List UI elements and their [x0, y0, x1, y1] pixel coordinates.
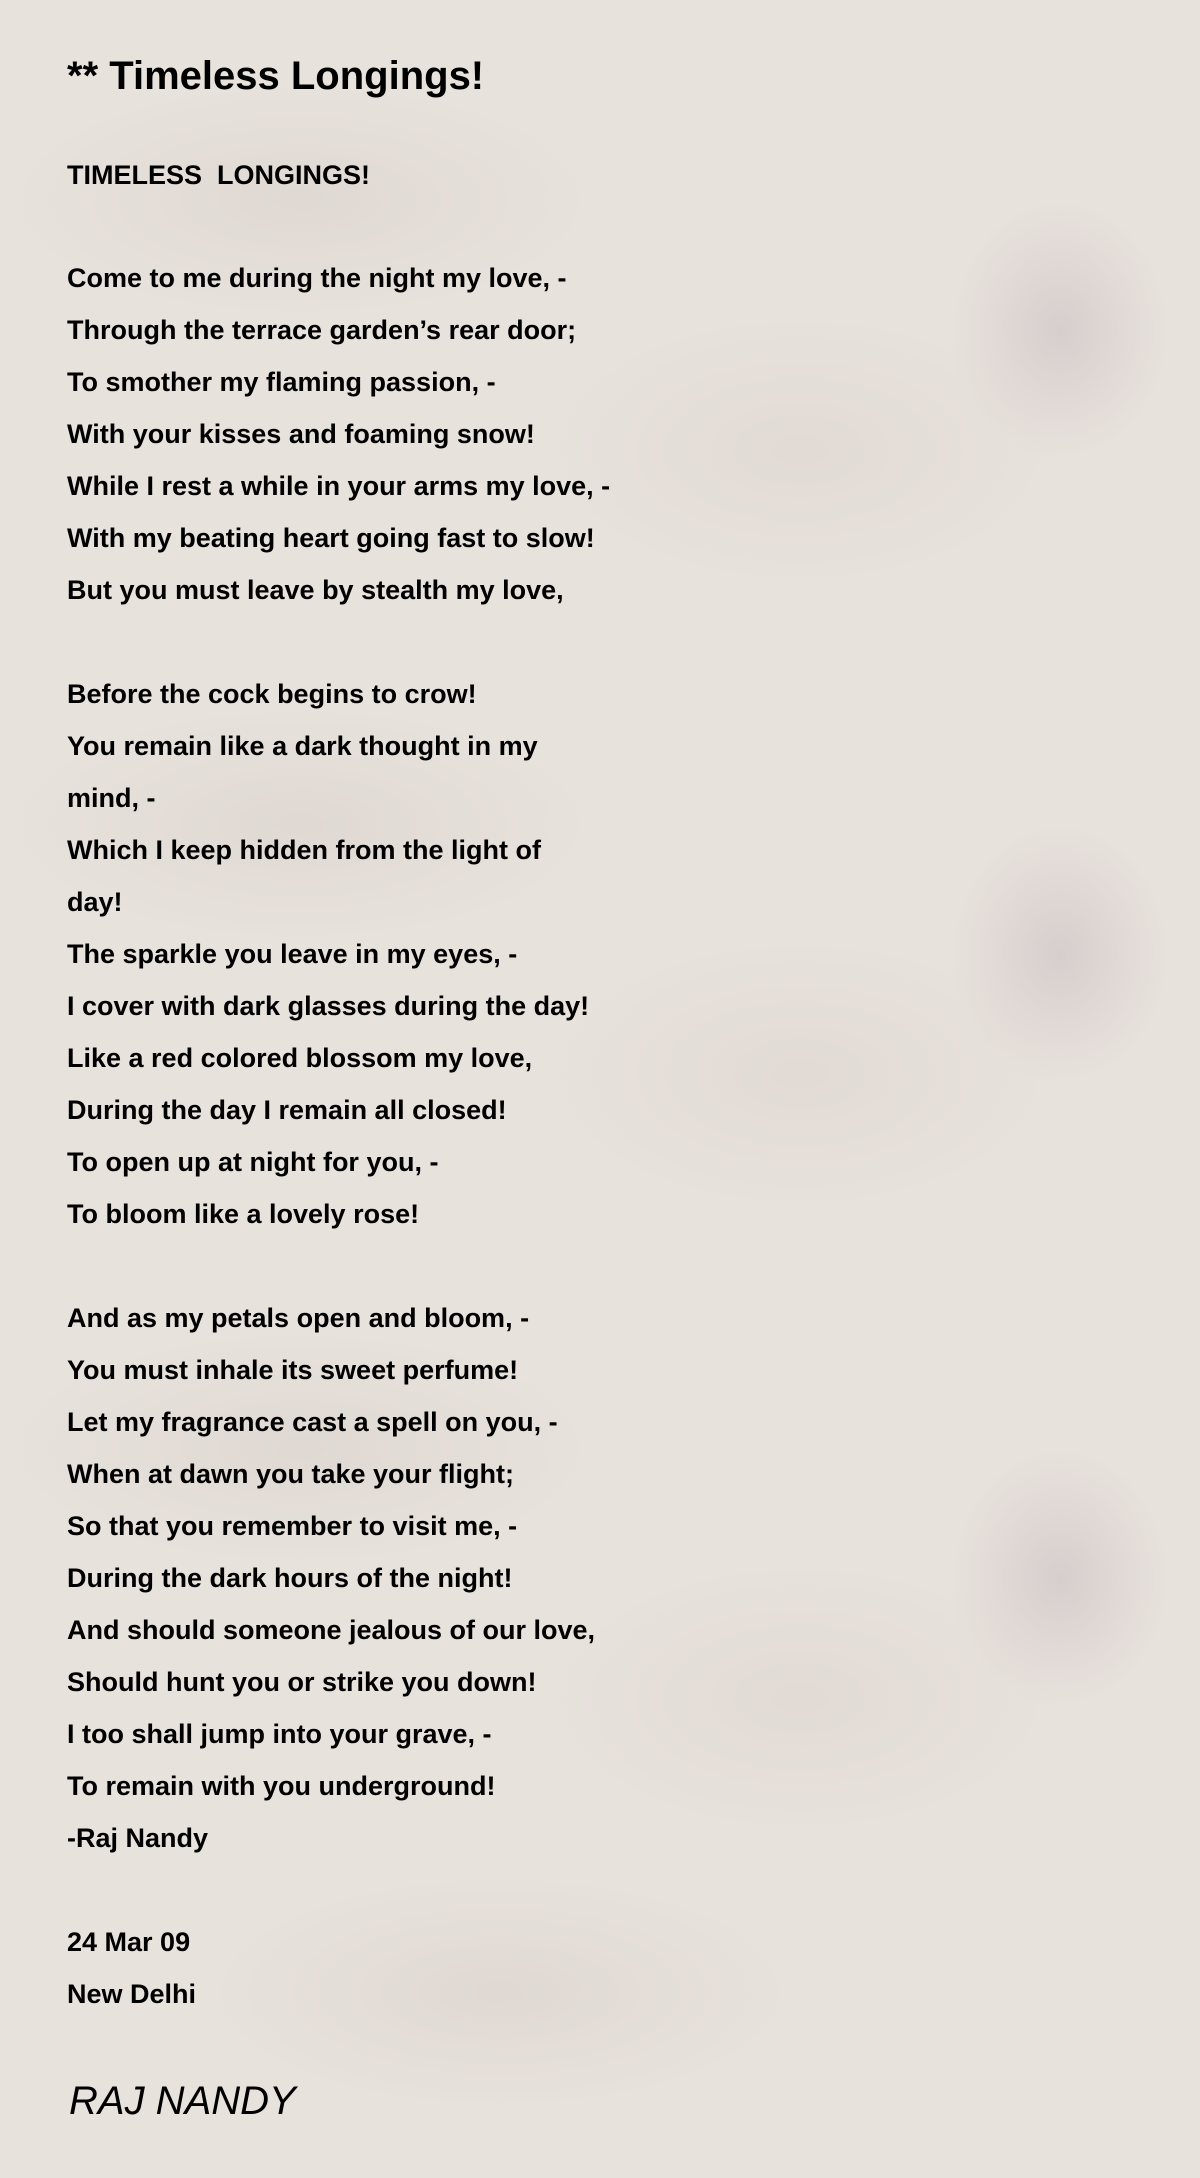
- poem-line: But you must leave by stealth my love,: [67, 575, 564, 605]
- poem-line: day!: [67, 887, 123, 917]
- poem-line: You must inhale its sweet perfume!: [67, 1355, 519, 1385]
- poem-line: And should someone jealous of our love,: [67, 1615, 596, 1645]
- poem-line: And as my petals open and bloom, -: [67, 1303, 530, 1333]
- poem-line: I cover with dark glasses during the day!: [67, 991, 590, 1021]
- author-signature: RAJ NANDY: [69, 2079, 296, 2123]
- poem-line: During the dark hours of the night!: [67, 1563, 513, 1593]
- poem-line: Come to me during the night my love, -: [67, 263, 567, 293]
- poem-line: During the day I remain all closed!: [67, 1095, 507, 1125]
- poem-title: ** Timeless Longings!: [67, 54, 485, 98]
- stanza-break: [67, 1240, 827, 1292]
- poem-line: -Raj Nandy: [67, 1823, 209, 1853]
- poem-subtitle: TIMELESS LONGINGS!: [67, 160, 371, 190]
- poem-line: The sparkle you leave in my eyes, -: [67, 939, 518, 969]
- poem-line: While I rest a while in your arms my love, -: [67, 471, 611, 501]
- poem-line: Before the cock begins to crow!: [67, 679, 477, 709]
- poem-line: Through the terrace garden’s rear door;: [67, 315, 577, 345]
- poem-body: [67, 252, 827, 2020]
- poem-line: mind, -: [67, 783, 156, 813]
- stanza-break: [67, 1864, 827, 1916]
- poem-line: With my beating heart going fast to slow!: [67, 523, 595, 553]
- poem-line: You remain like a dark thought in my: [67, 731, 538, 761]
- poem-line: New Delhi: [67, 1979, 197, 2009]
- poem-line: With your kisses and foaming snow!: [67, 419, 535, 449]
- poem-line: To open up at night for you, -: [67, 1147, 439, 1177]
- poem-line: To bloom like a lovely rose!: [67, 1199, 420, 1229]
- poem-line: Like a red colored blossom my love,: [67, 1043, 533, 1073]
- poem-line: 24 Mar 09: [67, 1927, 191, 1957]
- poem-line: When at dawn you take your flight;: [67, 1459, 515, 1489]
- poem-line: To smother my flaming passion, -: [67, 367, 496, 397]
- poem-line: Which I keep hidden from the light of: [67, 835, 541, 865]
- poem-line: Let my fragrance cast a spell on you, -: [67, 1407, 558, 1437]
- poem-line: So that you remember to visit me, -: [67, 1511, 518, 1541]
- stanza-break: [67, 616, 827, 668]
- poem-line: To remain with you underground!: [67, 1771, 496, 1801]
- poem-line: Should hunt you or strike you down!: [67, 1667, 537, 1697]
- poem-line: I too shall jump into your grave, -: [67, 1719, 492, 1749]
